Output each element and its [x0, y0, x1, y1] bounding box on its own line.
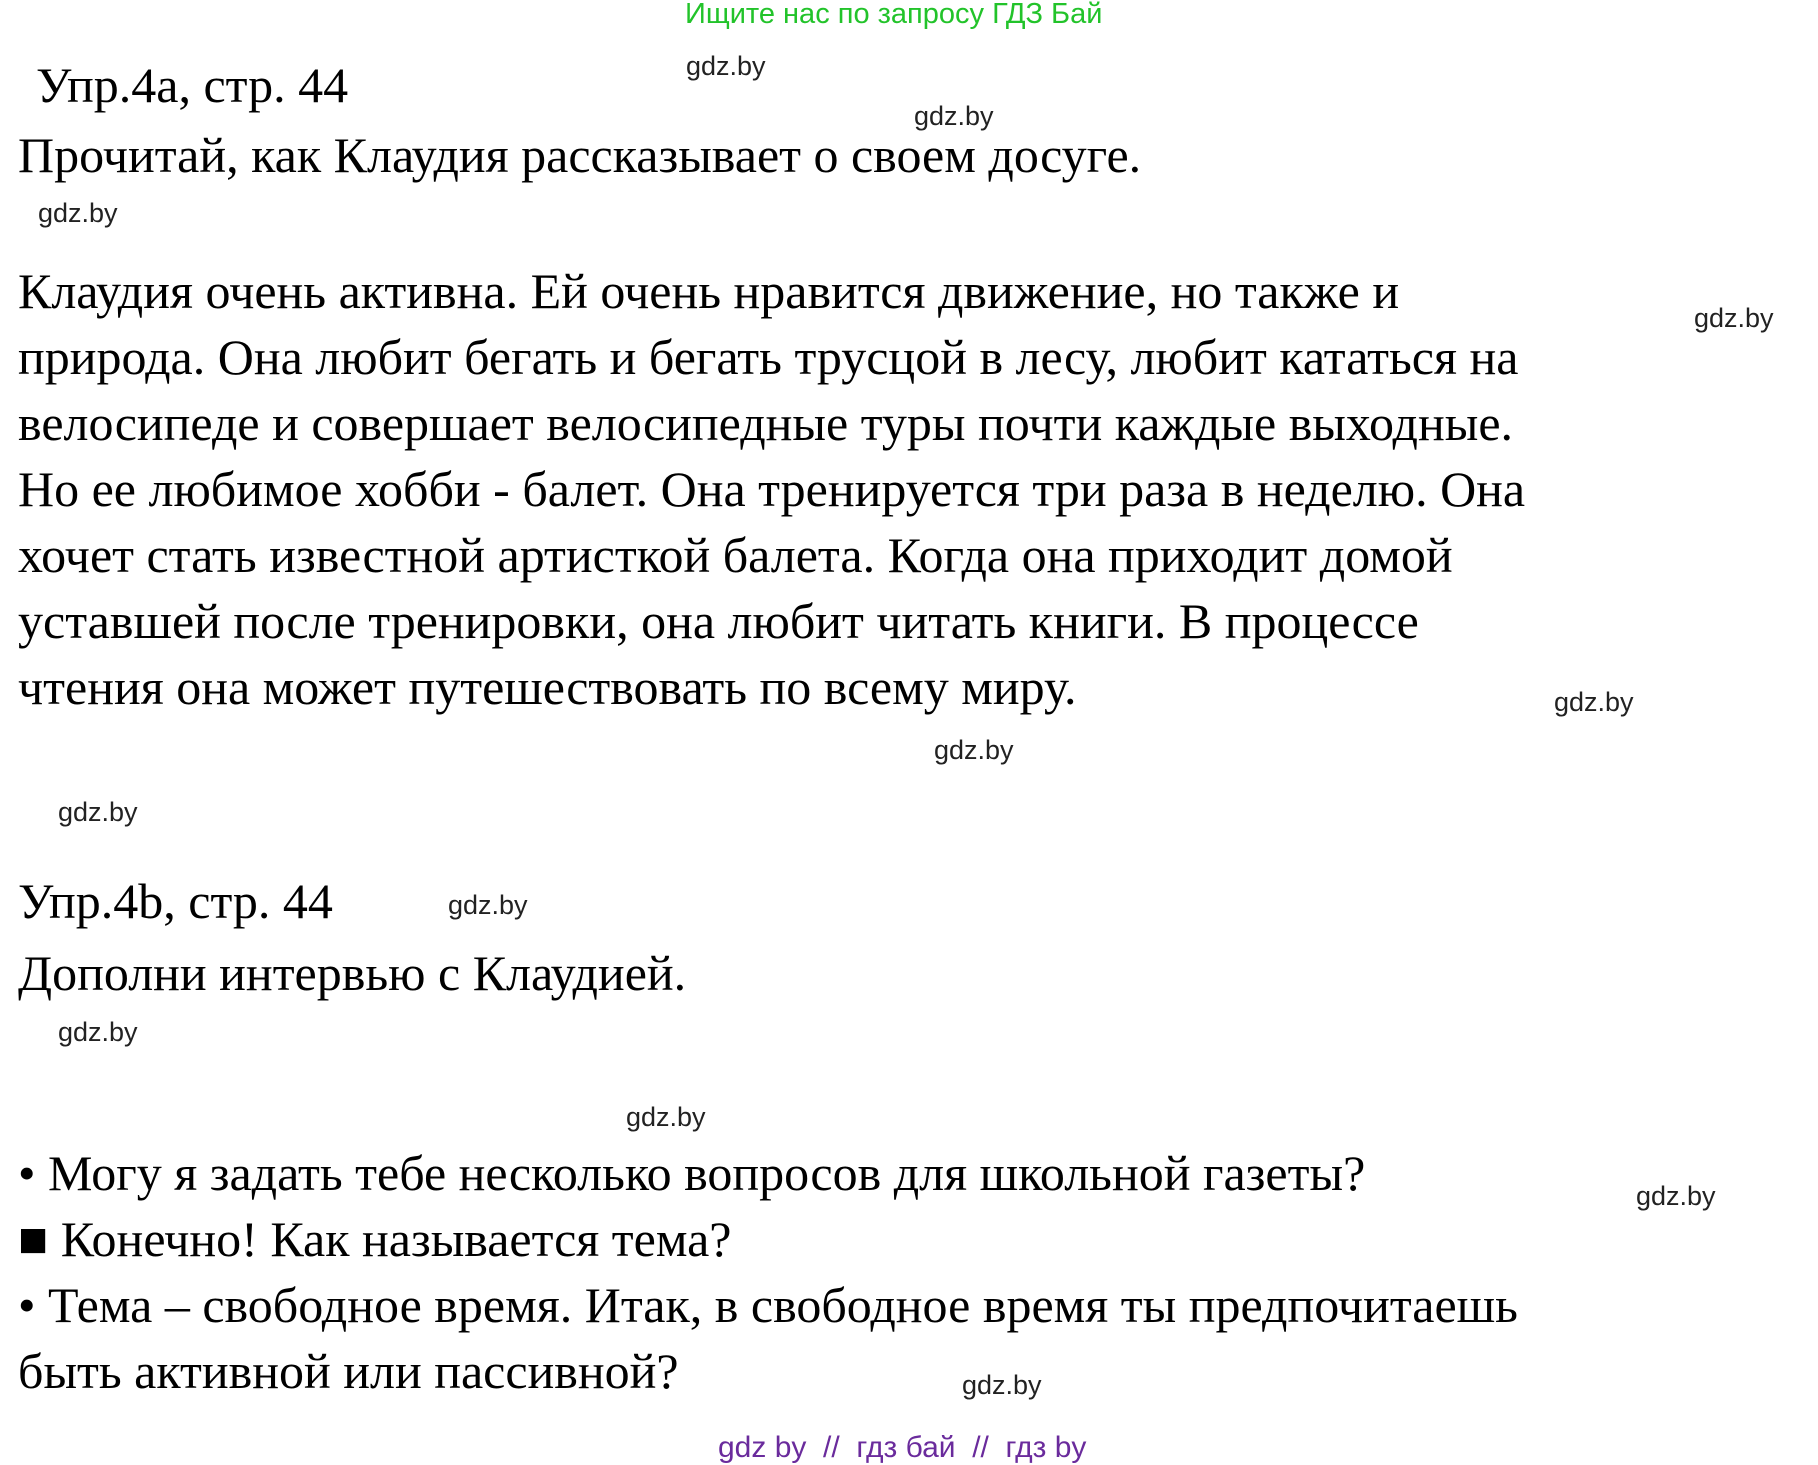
watermark: gdz.by [38, 198, 118, 228]
watermark: gdz.by [1636, 1181, 1716, 1211]
exercise-b-dialogue [18, 1140, 1518, 1404]
dialogue-line: ■ Конечно! Как называется тема? [18, 1211, 732, 1267]
footer-banner: gdz by // гдз бай // гдз by [718, 1431, 1087, 1464]
paragraph-line: Клаудия очень активна. Ей очень нравится движение, но также и [18, 263, 1400, 319]
exercise-a-paragraph [18, 258, 1525, 720]
paragraph-line: природа. Она любит бегать и бегать трусцой в лесу, любит кататься на [18, 329, 1519, 385]
exercise-b-title: Упр.4b, стр. 44 [18, 873, 333, 929]
watermark: gdz.by [914, 101, 994, 131]
watermark: gdz.by [686, 51, 766, 81]
watermark: gdz.by [626, 1102, 706, 1132]
watermark: gdz.by [448, 890, 528, 920]
paragraph-line: велосипеде и совершает велосипедные туры почти каждые выходные. [18, 395, 1514, 451]
watermark: gdz.by [1694, 303, 1774, 333]
exercise-a-instruction: Прочитай, как Клаудия рассказывает о своем досуге. [18, 127, 1142, 183]
paragraph-line: чтения она может путешествовать по всему миру. [18, 659, 1077, 715]
dialogue-line: быть активной или пассивной? [18, 1343, 679, 1399]
dialogue-line: • Тема – свободное время. Итак, в свободное время ты предпочитаешь [18, 1277, 1518, 1333]
watermark: gdz.by [58, 797, 138, 827]
header-banner: Ищите нас по запросу ГДЗ Бай [685, 0, 1103, 30]
paragraph-line: Но ее любимое хобби - балет. Она тренируется три раза в неделю. Она [18, 461, 1526, 517]
watermark: gdz.by [934, 735, 1014, 765]
watermark: gdz.by [962, 1370, 1042, 1400]
exercise-a-title: Упр.4а, стр. 44 [36, 57, 349, 113]
dialogue-line: • Могу я задать тебе несколько вопросов для школьной газеты? [18, 1145, 1366, 1201]
exercise-b-instruction: Дополни интервью с Клаудией. [18, 945, 687, 1001]
watermark: gdz.by [1554, 687, 1634, 717]
watermark: gdz.by [58, 1017, 138, 1047]
paragraph-line: хочет стать известной артисткой балета. Когда она приходит домой [18, 527, 1453, 583]
paragraph-line: уставшей после тренировки, она любит читать книги. В процессе [18, 593, 1419, 649]
